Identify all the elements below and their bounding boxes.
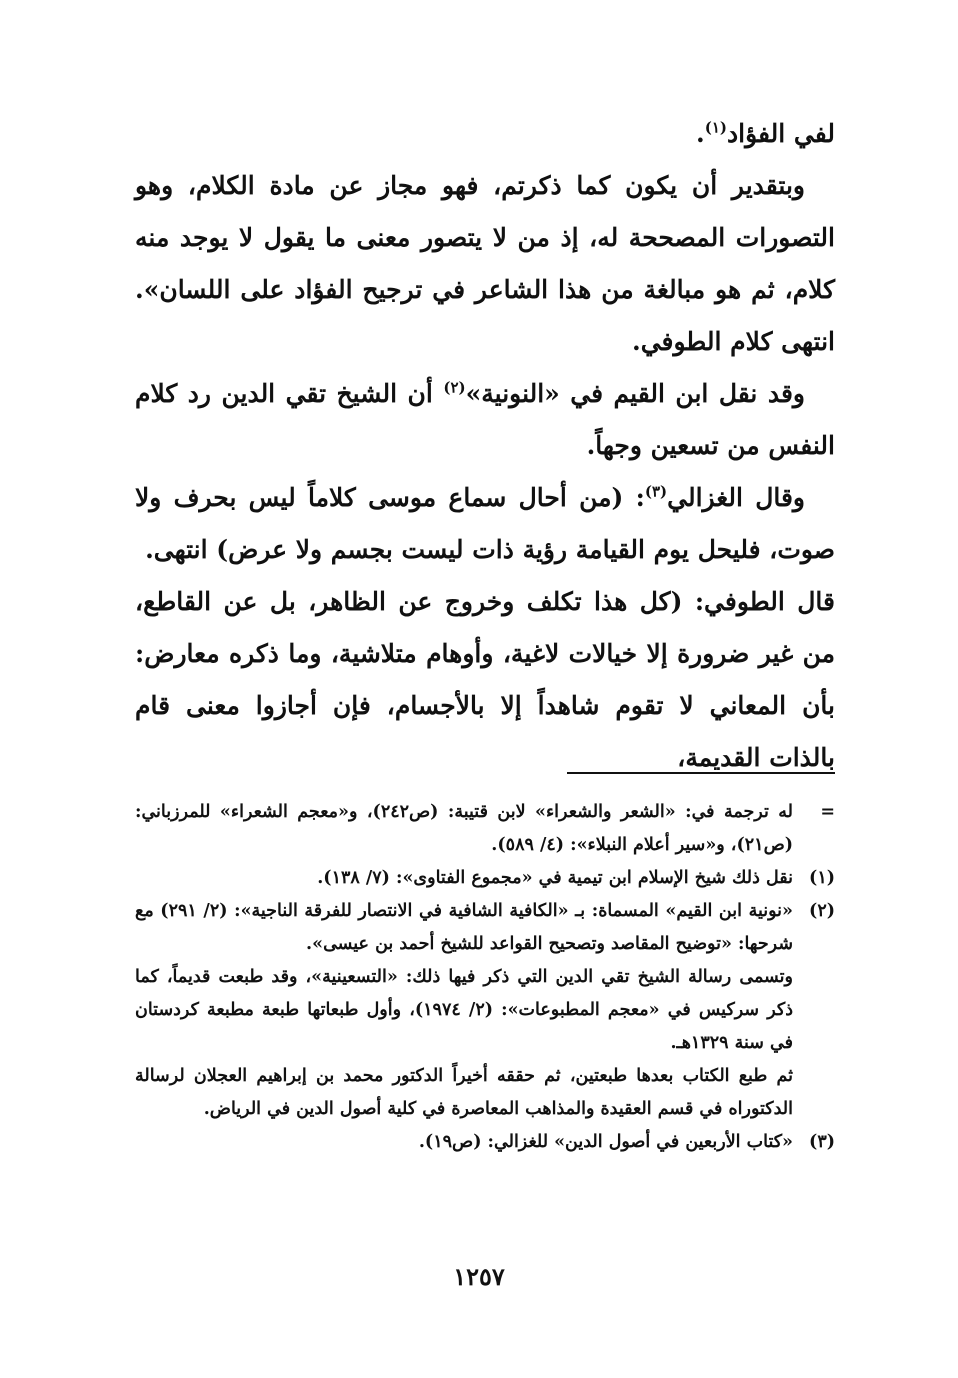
- paragraph: وقد نقل ابن القيم في «النونية»$^{(٢)}$ أن الشيخ تقي الدين رد كلام النفس من تسعين وجهاً.: [135, 378, 835, 460]
- footnote-line: «كتاب الأربعين في أصول الدين» للغزالي: (ص١٩).: [418, 1132, 793, 1152]
- footnote-mark: (١): [809, 868, 835, 888]
- footnotes: [135, 796, 835, 1159]
- paragraph: وقال الغزالي$^{(٣)}$: (من أحال سماع موسى كلاماً ليس بحرف ولا صوت، فليحل يوم القيامة رؤية ذات ليست بجسم ولا عرض) انتهى.: [135, 482, 835, 564]
- page-number: ١٢٥٧: [453, 1262, 505, 1291]
- paragraph: لفي الفؤاد$^{(١)}$.: [695, 118, 835, 148]
- footnote-3: [135, 1126, 835, 1159]
- footnote-separator: [567, 772, 835, 774]
- footnote-1: [135, 862, 835, 895]
- footnote-line: له ترجمة في: «الشعر والشعراء» لابن قتيبة: (ص٢٤٢)، و«معجم الشعراء» للمرزباني: (ص٢١)، و«سير أعلام النبلاء»: (٤/ ٥٨٩).: [135, 802, 793, 855]
- footnote-line: ثم طبع الكتاب بعدها طبعتين، ثم حققه أخيراً الدكتور محمد بن إبراهيم العجلان لرسالة الدكتوراه في قسم العقيدة والمذاهب المعاصرة في كلية أصول الدين في الرياض.: [135, 1066, 793, 1119]
- footnote-2: [135, 895, 835, 1126]
- footnote-line: وتسمى رسالة الشيخ تقي الدين التي ذكر فيها ذلك: «التسعينية»، وقد طبعت قديماً، كما ذكر سركيس في «معجم المطبوعات»: (٢/ ١٩٧٤)، وأول طبعاتها طبعة مطبعة كردستان في سنة ١٣٢٩هـ.: [135, 967, 794, 1053]
- paragraph: قال الطوفي: (كل هذا تكلف وخروج عن الظاهر، بل عن القاطع، من غير ضرورة إلا خيالات لاغية، وأوهام متلاشية، وما ذكره معارض: بأن المعاني لا تقوم شاهداً إلا بالأجسام، فإن أجازوا معنى قام بالذات القديمة،: [135, 587, 835, 772]
- main-text: [135, 108, 835, 784]
- paragraph: وبتقدير أن يكون كما ذكرتم، فهو مجاز عن مادة الكلام، وهو التصورات المصححة له، إذ من لا يتصور معنى ما يقول لا يوجد منه كلام، ثم هو مبالغة من هذا الشاعر في ترجيح الفؤاد على اللسان». انتهى كلام الطوفي.: [135, 171, 835, 356]
- footnote-line: «نونية ابن القيم» المسماة: بـ «الكافية الشافية في الانتصار للفرقة الناجية»: (٢/ ٢٩١) مع شرحها: «توضيح المقاصد وتصحيح القواعد للشيخ أحمد بن عيسى».: [135, 901, 793, 954]
- footnote-mark: =: [820, 802, 835, 822]
- footnote-mark: (٢): [809, 901, 835, 921]
- footnote-mark: (٣): [809, 1132, 835, 1152]
- footnote-continued: [135, 796, 835, 862]
- footnote-line: نقل ذلك شيخ الإسلام ابن تيمية في «مجموع الفتاوى»: (٧/ ١٣٨).: [317, 868, 793, 888]
